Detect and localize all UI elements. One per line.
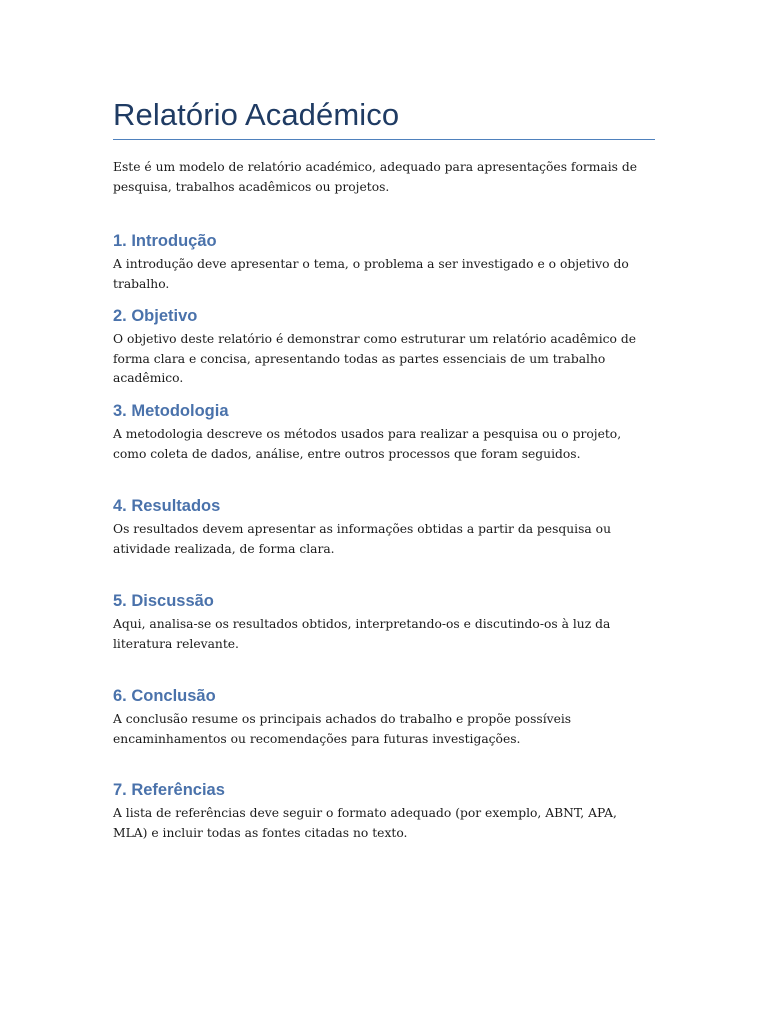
section-body: A lista de referências deve seguir o formato adequado (por exemplo, ABNT, APA, MLA) e incluir todas as fontes citadas no texto. xyxy=(113,806,617,840)
section-resultados xyxy=(113,494,655,559)
title-underline xyxy=(113,139,655,140)
section-body: O objetivo deste relatório é demonstrar como estruturar um relatório acadêmico de forma clara e concisa, apresentando todas as partes essenciais de um trabalho acadêmico. xyxy=(113,332,636,385)
section-heading: 1. Introdução xyxy=(113,232,217,250)
section-heading: 5. Discussão xyxy=(113,592,214,610)
section-heading: 3. Metodologia xyxy=(113,402,229,420)
section-heading: 7. Referências xyxy=(113,781,225,799)
document-title: Relatório Académico xyxy=(113,97,400,132)
section-discussao xyxy=(113,589,655,654)
section-body: Aqui, analisa-se os resultados obtidos, interpretando-os e discutindo-os à luz da literatura relevante. xyxy=(113,617,611,651)
section-heading: 2. Objetivo xyxy=(113,307,198,325)
section-body: A metodologia descreve os métodos usados para realizar a pesquisa ou o projeto, como coleta de dados, análise, entre outros processos que foram seguidos. xyxy=(113,427,622,461)
intro-paragraph: Este é um modelo de relatório académico, adequado para apresentações formais de pesquisa, trabalhos acadêmicos ou projetos. xyxy=(113,160,638,194)
section-introducao xyxy=(113,229,655,294)
section-referencias xyxy=(113,778,655,843)
section-metodologia xyxy=(113,399,655,464)
section-body: A conclusão resume os principais achados do trabalho e propõe possíveis encaminhamentos ou recomendações para futuras investigações. xyxy=(113,712,572,746)
section-objetivo xyxy=(113,304,655,389)
section-body: A introdução deve apresentar o tema, o problema a ser investigado e o objetivo do trabalho. xyxy=(113,257,629,291)
section-heading: 6. Conclusão xyxy=(113,687,216,705)
section-heading: 4. Resultados xyxy=(113,497,221,515)
section-conclusao xyxy=(113,684,655,749)
section-body: Os resultados devem apresentar as informações obtidas a partir da pesquisa ou atividade realizada, de forma clara. xyxy=(113,522,611,556)
